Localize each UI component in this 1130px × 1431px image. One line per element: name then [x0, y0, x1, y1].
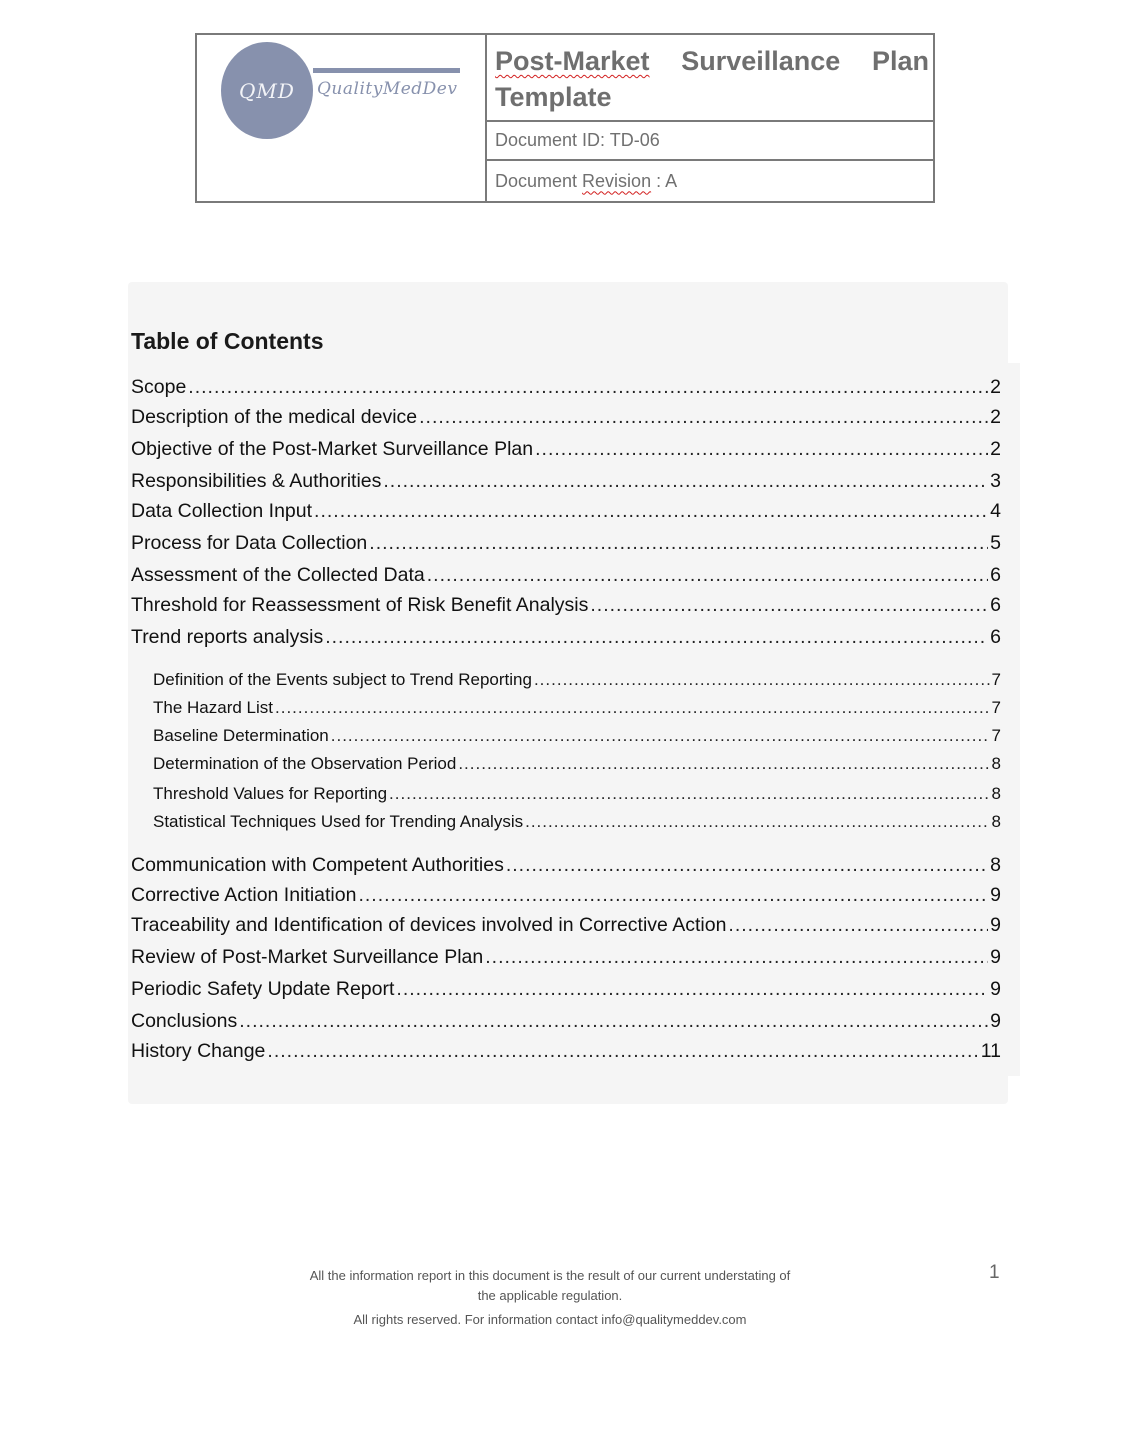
toc-entry-label: Process for Data Collection	[131, 532, 368, 554]
toc-leader-dots	[506, 854, 988, 877]
toc-entry-page: 5	[990, 532, 1001, 554]
toc-leader-dots	[275, 698, 990, 718]
toc-entry-label: Traceability and Identification of devices involved in Corrective Action	[131, 914, 727, 936]
toc-entry[interactable]	[131, 500, 1001, 523]
page-number: 1	[989, 1262, 1000, 1283]
toc-leader-dots	[458, 754, 989, 774]
toc-entry-page: 6	[990, 594, 1001, 616]
toc-entry[interactable]	[131, 564, 1001, 587]
title-word-2: Surveillance	[681, 46, 841, 76]
footer-disclaimer-line-1: All the information report in this document is the result of our current understating of	[309, 1268, 791, 1283]
toc-leader-dots	[427, 564, 988, 587]
toc-entry-page: 3	[990, 470, 1001, 492]
toc-leader-dots	[267, 1040, 978, 1063]
toc-entry[interactable]	[131, 438, 1001, 461]
toc-entry-label: Data Collection Input	[131, 500, 313, 522]
toc-entry-page: 11	[980, 1040, 1001, 1062]
toc-entry[interactable]	[153, 812, 1001, 832]
toc-entry-page: 9	[990, 914, 1001, 936]
title-word-1: Post-Market	[495, 46, 650, 76]
toc-entry-label: Review of Post-Market Surveillance Plan	[131, 946, 484, 968]
toc-entry[interactable]	[131, 914, 1001, 937]
document-revision	[487, 161, 933, 201]
toc-entry-page: 8	[990, 854, 1001, 876]
toc-entry[interactable]	[131, 406, 1001, 429]
toc-entry[interactable]	[131, 1010, 1001, 1033]
toc-leader-dots	[239, 1010, 988, 1033]
toc-leader-dots	[325, 626, 988, 649]
toc-entry-label: Responsibilities & Authorities	[131, 470, 382, 492]
revision-suffix: : A	[651, 170, 678, 191]
toc-entry[interactable]	[131, 532, 1001, 555]
toc-entry[interactable]	[131, 376, 1001, 399]
toc-entry-label: Communication with Competent Authorities	[131, 854, 504, 876]
toc-entry-page: 6	[990, 626, 1001, 648]
toc-entry-label: Trend reports analysis	[131, 626, 324, 648]
toc-entry-page: 6	[990, 564, 1001, 586]
toc-leader-dots	[535, 438, 988, 461]
toc-leader-dots	[331, 726, 990, 746]
toc-entry-label: Objective of the Post-Market Surveillance Plan	[131, 438, 534, 460]
toc-entry[interactable]	[131, 884, 1001, 907]
toc-entry[interactable]	[131, 1040, 1001, 1063]
toc-entry-page: 9	[990, 978, 1001, 1000]
logo-wordmark: QualityMedDev	[317, 79, 458, 99]
toc-entry-page: 9	[990, 884, 1001, 906]
toc-panel-extension	[1000, 363, 1020, 1076]
logo-badge	[221, 42, 313, 139]
toc-entry-label: Assessment of the Collected Data	[131, 564, 425, 586]
toc-entry-page: 7	[991, 698, 1001, 717]
footer-rights: All rights reserved. For information contact info@qualitymeddev.com	[353, 1312, 747, 1327]
toc-entry[interactable]	[153, 726, 1001, 746]
toc-entry[interactable]	[153, 784, 1001, 804]
toc-entry-label: Definition of the Events subject to Trend Reporting	[153, 670, 532, 689]
toc-entry-label: Threshold Values for Reporting	[153, 784, 388, 803]
revision-prefix: Document	[495, 170, 583, 191]
toc-leader-dots	[485, 946, 988, 969]
toc-entry-page: 7	[991, 726, 1001, 745]
toc-entry-page: 2	[990, 406, 1001, 428]
toc-entry-page: 9	[990, 946, 1001, 968]
toc-entry-page: 8	[991, 812, 1001, 831]
toc-leader-dots	[369, 532, 988, 555]
toc-entry-label: Conclusions	[131, 1010, 238, 1032]
toc-entry[interactable]	[131, 978, 1001, 1001]
toc-entry[interactable]	[131, 594, 1001, 617]
toc-leader-dots	[396, 978, 988, 1001]
toc-entry[interactable]	[131, 626, 1001, 649]
toc-entry-page: 8	[991, 784, 1001, 803]
toc-leader-dots	[389, 784, 989, 804]
toc-entry-label: Scope	[131, 376, 187, 398]
footer-disclaimer	[250, 1266, 850, 1306]
toc-entry-page: 8	[991, 754, 1001, 773]
document-id-text: Document ID: TD-06	[495, 129, 660, 150]
toc-entry-page: 4	[990, 500, 1001, 522]
title-cell	[487, 35, 933, 122]
logo-cell	[197, 35, 487, 201]
toc-heading: Table of Contents	[131, 328, 324, 354]
logo-bar	[313, 68, 460, 73]
toc-leader-dots	[419, 406, 988, 429]
toc-entry[interactable]	[131, 854, 1001, 877]
title-line-2: Template	[495, 82, 612, 112]
footer-disclaimer-line-2: the applicable regulation.	[477, 1288, 623, 1303]
toc-entry[interactable]	[153, 670, 1001, 690]
document-info	[487, 35, 933, 201]
toc-entry-label: Periodic Safety Update Report	[131, 978, 395, 1000]
toc-entry-page: 2	[990, 438, 1001, 460]
toc-entry-page: 2	[990, 376, 1001, 398]
title-word-3: Plan	[871, 46, 929, 76]
document-id	[487, 122, 933, 162]
revision-word: Revision	[582, 170, 652, 191]
toc-leader-dots	[525, 812, 989, 832]
toc-leader-dots	[188, 376, 988, 399]
toc-leader-dots	[590, 594, 988, 617]
toc-entry-label: Determination of the Observation Period	[153, 754, 457, 773]
toc-entry[interactable]	[153, 754, 1001, 774]
toc-leader-dots	[728, 914, 988, 937]
toc-entry[interactable]	[131, 946, 1001, 969]
toc-leader-dots	[358, 884, 988, 907]
toc-entry-label: Statistical Techniques Used for Trending Analysis	[153, 812, 524, 831]
toc-entry-label: Description of the medical device	[131, 406, 418, 428]
toc-entry-label: History Change	[131, 1040, 266, 1062]
toc-entry[interactable]	[153, 698, 1001, 718]
toc-entry-label: Threshold for Reassessment of Risk Benefit Analysis	[131, 594, 589, 616]
document-header	[195, 33, 935, 203]
toc-entry-label: Corrective Action Initiation	[131, 884, 357, 906]
logo-mark: QMD	[239, 78, 295, 103]
toc-entry-label: Baseline Determination	[153, 726, 329, 745]
toc-entry-page: 7	[991, 670, 1001, 689]
toc-leader-dots	[534, 670, 990, 690]
toc-entry-page: 9	[990, 1010, 1001, 1032]
toc-leader-dots	[314, 500, 988, 523]
toc-entry[interactable]	[131, 470, 1001, 493]
toc-leader-dots	[383, 470, 988, 493]
document-title	[495, 43, 929, 115]
toc-entry-label: The Hazard List	[153, 698, 273, 717]
